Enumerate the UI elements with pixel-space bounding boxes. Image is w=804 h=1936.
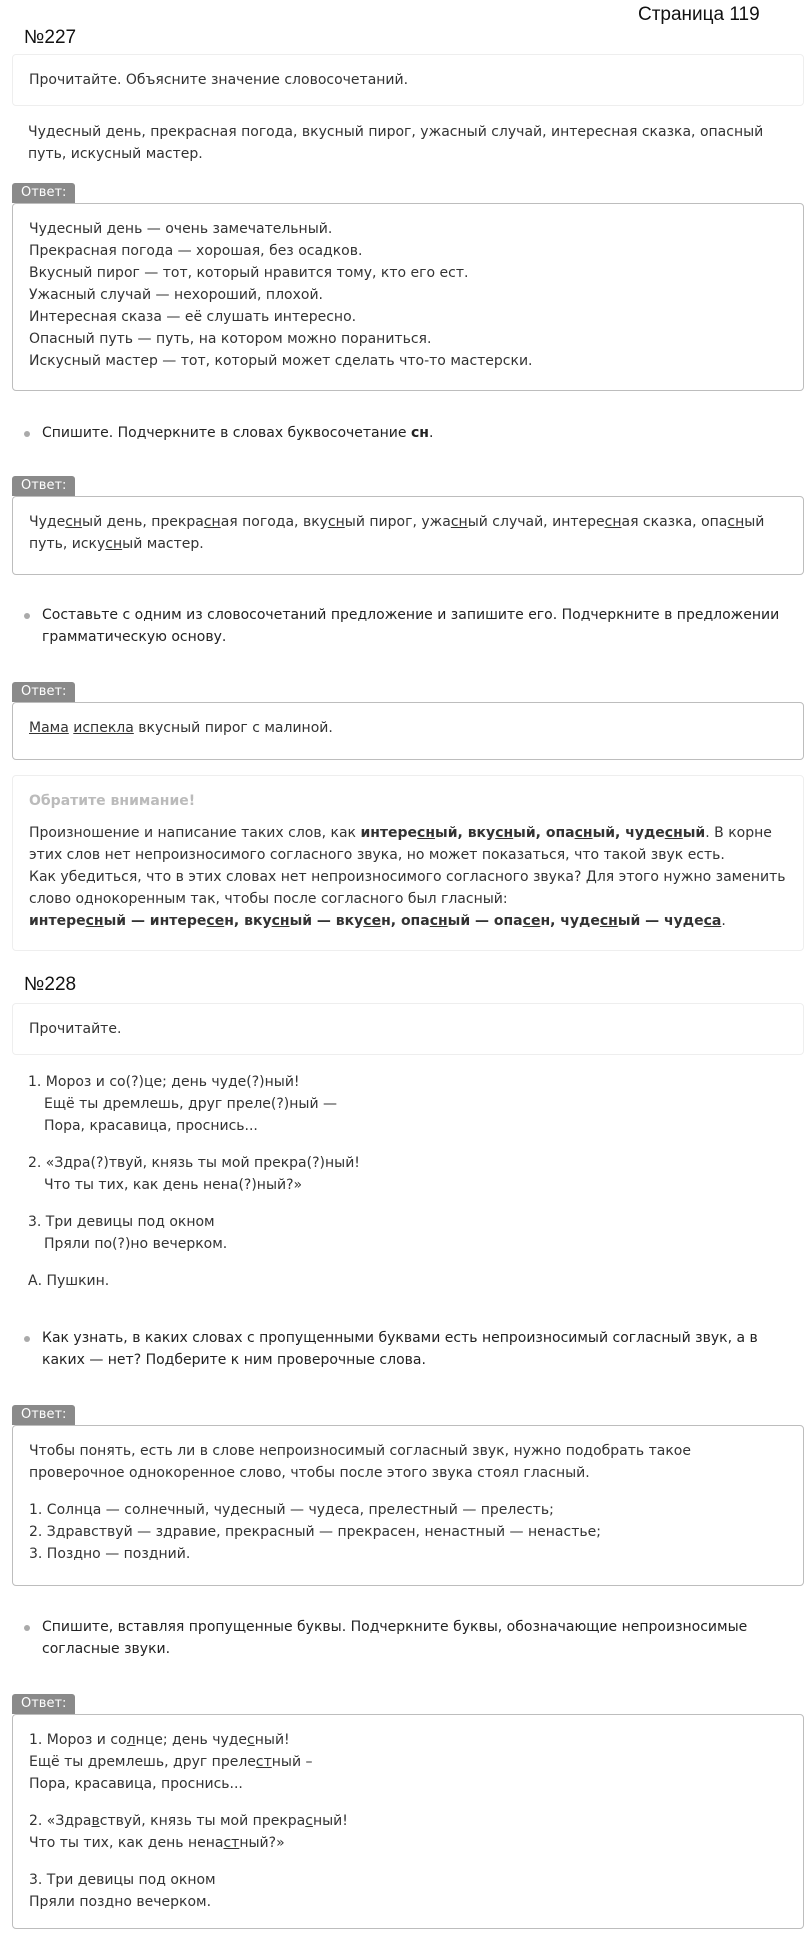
answer-label: Ответ: <box>12 476 75 496</box>
instruction-text: Прочитайте. <box>29 1021 122 1037</box>
grammar-subject: Мама <box>29 720 69 736</box>
answer-line: 2. Здравствуй — здравие, прекрасный — прекрасен, ненастный — ненастье; <box>29 1524 601 1540</box>
answer-line: Пора, красавица, проснись... <box>29 1776 243 1792</box>
grammar-predicate: испекла <box>73 720 134 736</box>
answer-intro: Чтобы понять, есть ли в слове непроизносимый согласный звук, нужно подобрать такое проверочное однокоренное слово, чтобы после этого звука стоял гласный. <box>29 1443 691 1481</box>
instruction-text: Прочитайте. Объясните значение словосочетаний. <box>29 72 409 88</box>
poem-line: 1. Мороз и со(?)це; день чуде(?)ный! <box>28 1074 300 1090</box>
task-227-number: №227 <box>24 27 77 48</box>
answer-box-3 <box>12 702 804 760</box>
poem-line: Пряли по(?)но вечерком. <box>44 1236 228 1252</box>
answer-line: Пряли поздно вечерком. <box>29 1894 212 1910</box>
answer-line: Ещё ты дремлешь, друг прелестный – <box>29 1754 313 1770</box>
poem-line: Пора, красавица, проснись... <box>44 1118 258 1134</box>
answer-line: Вкусный пирог — тот, который нравится тому, кто его ест. <box>29 265 469 281</box>
answer-box-228-2 <box>12 1714 804 1929</box>
word: интересная сказка, <box>552 514 702 530</box>
answer-line: Чудесный день — очень замечательный. <box>29 221 333 237</box>
poem <box>28 1071 788 1292</box>
answer-box-2 <box>12 496 804 575</box>
answer-line: 1. Солнца — солнечный, чудесный — чудеса, прелестный — прелесть; <box>29 1502 554 1518</box>
poem-line: Что ты тих, как день нена(?)ный?» <box>44 1177 303 1193</box>
word: вкусный пирог, <box>302 514 422 530</box>
poem-line: 2. «Здра(?)твуй, князь ты мой прекра(?)ный! <box>28 1155 360 1171</box>
note-title: Обратите внимание! <box>29 793 196 809</box>
task-227-instruction <box>12 54 804 106</box>
poem-line: Ещё ты дремлешь, друг преле(?)ный — <box>44 1096 338 1112</box>
word: опасный путь, <box>29 514 765 552</box>
answer-line: 2. «Здравствуй, князь ты мой прекрасный! <box>29 1813 348 1829</box>
sentence-rest: вкусный пирог с малиной. <box>133 720 333 736</box>
word: прекрасная погода, <box>151 514 303 530</box>
answer-label: Ответ: <box>12 183 75 203</box>
answer-line: 3. Три девицы под окном <box>29 1872 216 1888</box>
task-228-number: №228 <box>24 974 77 995</box>
answer-label: Ответ: <box>12 1694 75 1714</box>
word: Чудесный день, <box>29 514 152 530</box>
task-227-text: Чудесный день, прекрасная погода, вкусный пирог, ужасный случай, интересная сказка, опасный путь, искусный мастер. <box>28 124 764 162</box>
poem-author: А. Пушкин. <box>28 1273 110 1289</box>
answer-line: 3. Поздно — поздний. <box>29 1546 191 1562</box>
bullet-task-3: Составьте с одним из словосочетаний предложение и запишите его. Подчеркните в предложении грамматическую основу. <box>24 604 784 648</box>
answer-line: Искусный мастер — тот, который может сделать что-то мастерски. <box>29 353 533 369</box>
bullet-task-228-1: Как узнать, в каких словах с пропущенными буквами есть непроизносимый согласный звук, а в каких — нет? Подберите к ним проверочные слова. <box>24 1327 784 1371</box>
bullet-bold: сн <box>410 425 429 441</box>
poem-line: 3. Три девицы под окном <box>28 1214 215 1230</box>
attention-note <box>12 775 804 951</box>
note-body: Произношение и написание таких слов, как интересный, вкусный, опасный, чудесный. В корне этих слов нет непроизносимого согласного звука, но может показаться, что такой звук есть. Как убедиться, что в этих словах нет непроизносимого согласного звука? Для этого нужно заменить слово однокоренным так, чтобы после согласного был гласный: интересный — интересен, вкусный — вкусен, опасный — опасен, чудесный — чудеса. <box>29 825 786 929</box>
task-228-instruction <box>12 1003 804 1055</box>
bullet-text: Спишите. Подчеркните в словах буквосочетание <box>42 425 407 441</box>
answer-label: Ответ: <box>12 682 75 702</box>
answer-box-228-1 <box>12 1425 804 1586</box>
bullet-task-2 <box>24 422 784 444</box>
word: ужасный случай, <box>421 514 553 530</box>
answer-box-1 <box>12 203 804 391</box>
answer2-words <box>29 514 764 552</box>
bullet-end: . <box>428 425 434 441</box>
answer-line: Что ты тих, как день ненастный?» <box>29 1835 285 1851</box>
answer-line: Прекрасная погода — хорошая, без осадков. <box>29 243 363 259</box>
answer-line: Опасный путь — путь, на котором можно пораниться. <box>29 331 432 347</box>
bullet-task-228-2: Спишите, вставляя пропущенные буквы. Подчеркните буквы, обозначающие непроизносимые согласные звуки. <box>24 1616 784 1660</box>
answer-label: Ответ: <box>12 1405 75 1425</box>
answer-line: 1. Мороз и солнце; день чудесный! <box>29 1732 290 1748</box>
answer-line: Ужасный случай — нехороший, плохой. <box>29 287 323 303</box>
answer-line: Интересная сказа — её слушать интересно. <box>29 309 357 325</box>
word: искусный мастер. <box>71 536 204 552</box>
page-number: Страница 119 <box>638 4 760 25</box>
